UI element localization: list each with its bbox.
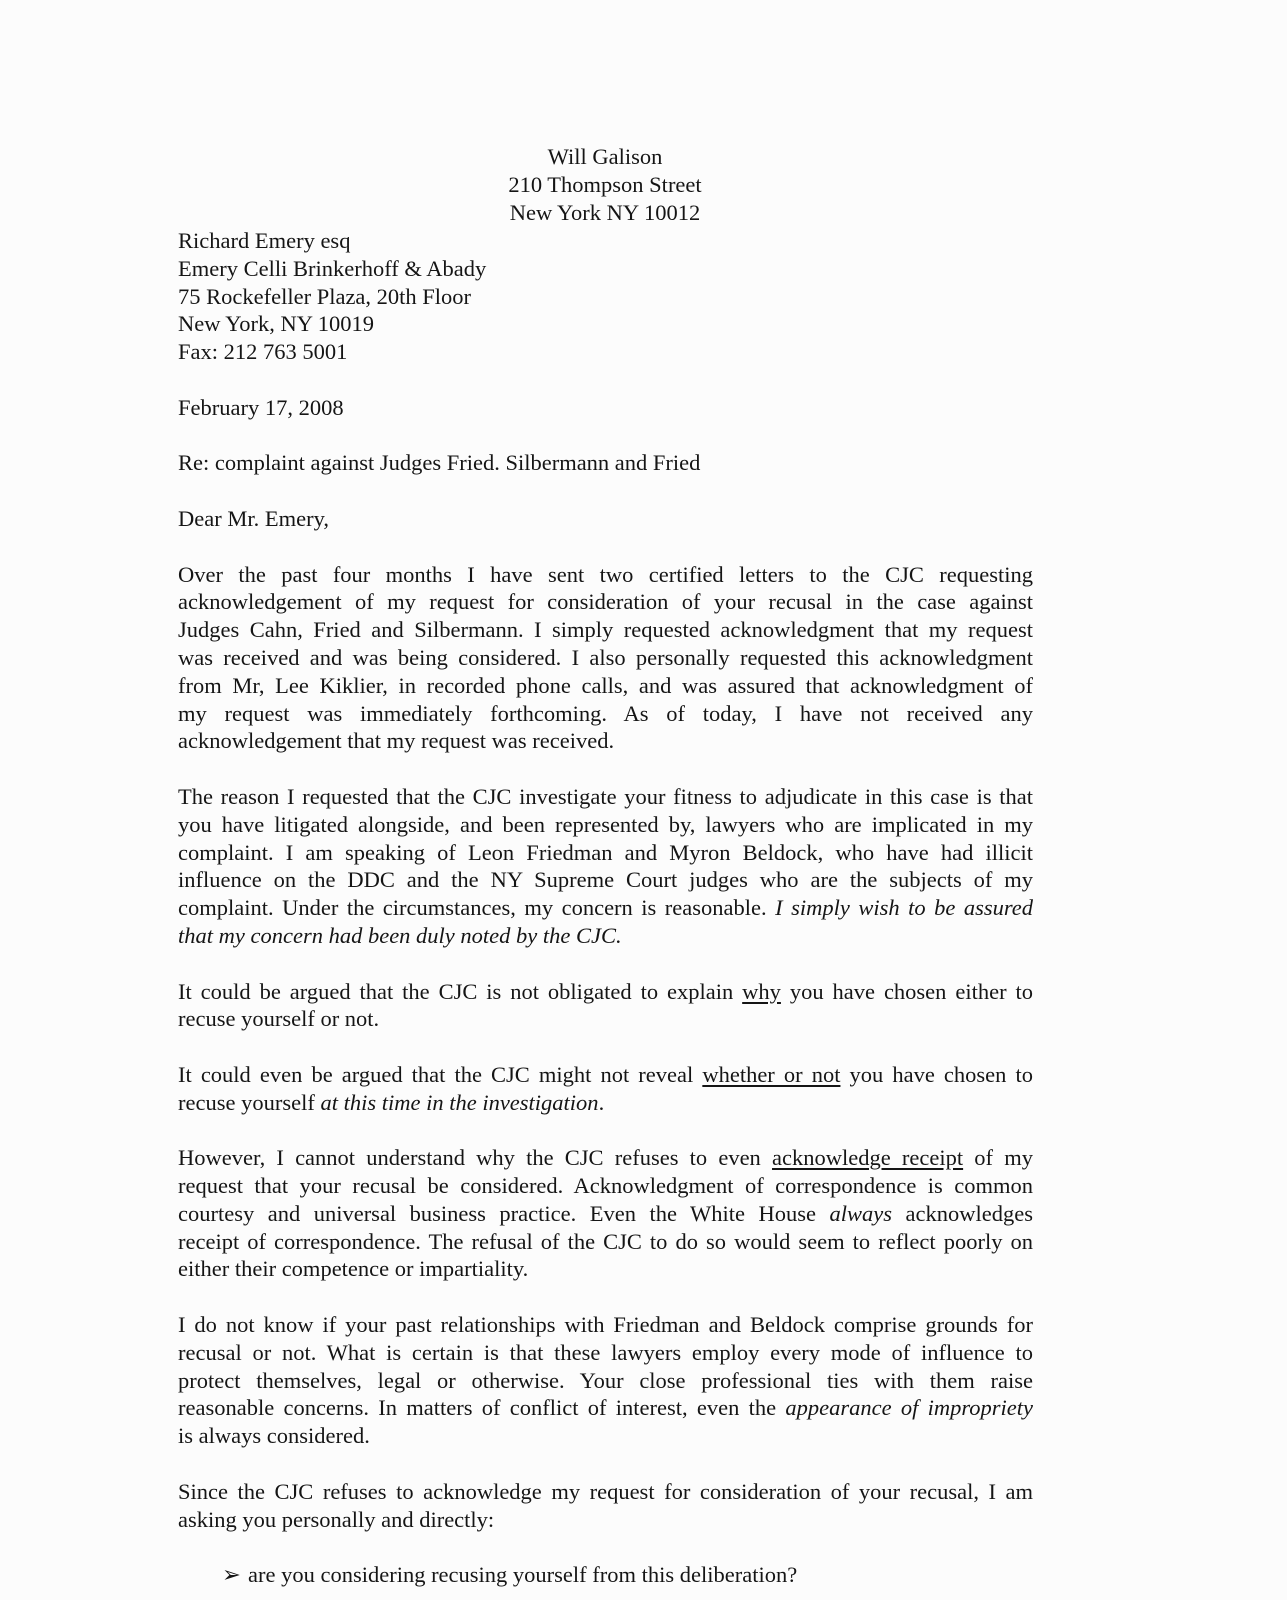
paragraph-line — [178, 866, 1033, 894]
paragraph-line — [178, 839, 1033, 867]
paragraph-line — [178, 1172, 1033, 1200]
recipient-line: Emery Celli Brinkerhoff & Abady — [178, 255, 487, 281]
paragraph-line — [178, 978, 1033, 1006]
underlined-text: acknowledge receipt — [772, 1145, 964, 1171]
paragraph-line — [178, 783, 1033, 811]
body-paragraph — [178, 561, 1033, 756]
paragraph-line — [178, 1255, 1033, 1283]
text-run: was received and was being considered. I also personally requested this acknowledgment — [178, 644, 1033, 670]
italic-text: appearance of impropriety — [785, 1395, 1033, 1421]
text-run: acknowledgement of my request for consideration of your recusal in the case against — [178, 589, 1033, 615]
text-run: Over the past four months I have sent two certified letters to the CJC requesting — [178, 561, 1033, 587]
recipient-line: Richard Emery esq — [178, 228, 351, 253]
text-run: It could even be argued that the CJC might not reveal — [178, 1061, 703, 1087]
letter-body — [178, 227, 1033, 1589]
subject-line: Re: complaint against Judges Fried. Silbermann and Fried — [178, 450, 701, 476]
text-run: acknowledges — [892, 1200, 1033, 1226]
text-run: Judges Cahn, Fried and Silbermann. I simply requested acknowledgment that my request — [178, 617, 1033, 643]
paragraph-line — [178, 561, 1033, 589]
text-run: request that your recusal be considered. Acknowledgment of correspondence is common — [178, 1173, 1033, 1199]
paragraph-line — [178, 1200, 1033, 1228]
recipient-line: 75 Rockefeller Plaza, 20th Floor — [178, 283, 472, 309]
text-run: acknowledgement that my request was received. — [178, 728, 615, 754]
text-run: you have chosen to — [840, 1061, 1033, 1087]
italic-text: at this time in the investigation — [320, 1089, 599, 1115]
sender-street: 210 Thompson Street — [508, 171, 702, 197]
italic-text: I simply wish to be assured — [775, 895, 1033, 921]
paragraph-line — [178, 1506, 1033, 1534]
paragraph-line — [178, 644, 1033, 672]
text-run: my request was immediately forthcoming. As of today, I have not received any — [178, 700, 1033, 726]
paragraph-line — [178, 1228, 1033, 1256]
paragraph-line — [178, 727, 1033, 755]
text-run: recusal or not. What is certain is that these lawyers employ every mode of influence to — [178, 1339, 1033, 1365]
text-run: from Mr, Lee Kiklier, in recorded phone calls, and was assured that acknowledgment of — [178, 672, 1033, 698]
text-run: complaint. Under the circumstances, my concern is reasonable. — [178, 895, 776, 921]
text-run: asking you personally and directly: — [178, 1506, 495, 1532]
recipient-line: New York, NY 10019 — [178, 311, 375, 337]
text-run: The reason I requested that the CJC investigate your fitness to adjudicate in this case is that — [178, 783, 1033, 809]
text-run: either their competence or impartiality. — [178, 1256, 529, 1282]
paragraph-line — [178, 588, 1033, 616]
text-run: protect themselves, legal or otherwise. Your close professional ties with them raise — [178, 1367, 1033, 1393]
recipient-address — [178, 227, 1033, 366]
italic-text: that my concern had been duly noted by the CJC. — [178, 922, 622, 948]
paragraph-line — [178, 1311, 1033, 1339]
text-run: However, I cannot understand why the CJC refuses to even — [178, 1145, 773, 1171]
text-run: you have litigated alongside, and been represented by, lawyers who are implicated in my — [178, 811, 1033, 837]
body-paragraph — [178, 1061, 1033, 1117]
text-run: recuse yourself or not. — [178, 1006, 380, 1032]
paragraph-line — [178, 1422, 1033, 1450]
question-list — [178, 1561, 1033, 1589]
question-text: are you considering recusing yourself from this deliberation? — [248, 1562, 798, 1588]
text-run: Since the CJC refuses to acknowledge my request for consideration of your recusal, I am — [178, 1478, 1033, 1504]
question-item — [178, 1561, 1033, 1589]
underlined-text: whether or not — [702, 1061, 841, 1087]
body-paragraph — [178, 1478, 1033, 1534]
text-run: It could be argued that the CJC is not obligated to explain — [178, 978, 743, 1004]
paragraph-line — [178, 922, 1033, 950]
text-run: influence on the DDC and the NY Supreme Court judges who are the subjects of my — [178, 867, 1033, 893]
text-run: courtesy and universal business practice. Even the White House — [178, 1200, 830, 1226]
paragraph-line — [178, 1339, 1033, 1367]
text-run: . — [598, 1089, 605, 1115]
text-run: is always considered. — [178, 1423, 370, 1449]
body-paragraph — [178, 1144, 1033, 1283]
text-run: you have chosen either to — [780, 978, 1033, 1004]
paragraph-line — [178, 616, 1033, 644]
recipient-line: Fax: 212 763 5001 — [178, 339, 348, 365]
paragraph-line — [178, 1005, 1033, 1033]
paragraph-line — [178, 1144, 1033, 1172]
underlined-text: why — [742, 978, 781, 1004]
paragraph-line — [178, 700, 1033, 728]
body-paragraph — [178, 1311, 1033, 1450]
sender-address — [0, 143, 1210, 227]
text-run: complaint. I am speaking of Leon Friedman and Myron Beldock, who have had illicit — [178, 839, 1033, 865]
text-run: of my — [963, 1145, 1033, 1171]
sender-city: New York NY 10012 — [509, 199, 701, 225]
arrow-bullet-icon: ➢ — [222, 1562, 241, 1588]
paragraph-line — [178, 894, 1033, 922]
paragraph-line — [178, 672, 1033, 700]
body-paragraph — [178, 978, 1033, 1034]
paragraph-line — [178, 1061, 1033, 1089]
salutation: Dear Mr. Emery, — [178, 505, 329, 531]
body-paragraph — [178, 783, 1033, 950]
paragraph-line — [178, 1089, 1033, 1117]
text-run: receipt of correspondence. The refusal of the CJC to do so would seem to reflect poorly on — [178, 1228, 1033, 1254]
paragraph-line — [178, 1367, 1033, 1395]
paragraph-line — [178, 1394, 1033, 1422]
sender-name: Will Galison — [547, 144, 663, 169]
paragraph-line — [178, 1478, 1033, 1506]
letter-date: February 17, 2008 — [178, 394, 344, 420]
italic-text: always — [829, 1200, 893, 1226]
text-run: I do not know if your past relationships with Friedman and Beldock comprise grounds for — [178, 1312, 1033, 1338]
paragraph-line — [178, 811, 1033, 839]
text-run: reasonable concerns. In matters of conflict of interest, even the — [178, 1395, 786, 1421]
text-run: recuse yourself — [178, 1089, 321, 1115]
